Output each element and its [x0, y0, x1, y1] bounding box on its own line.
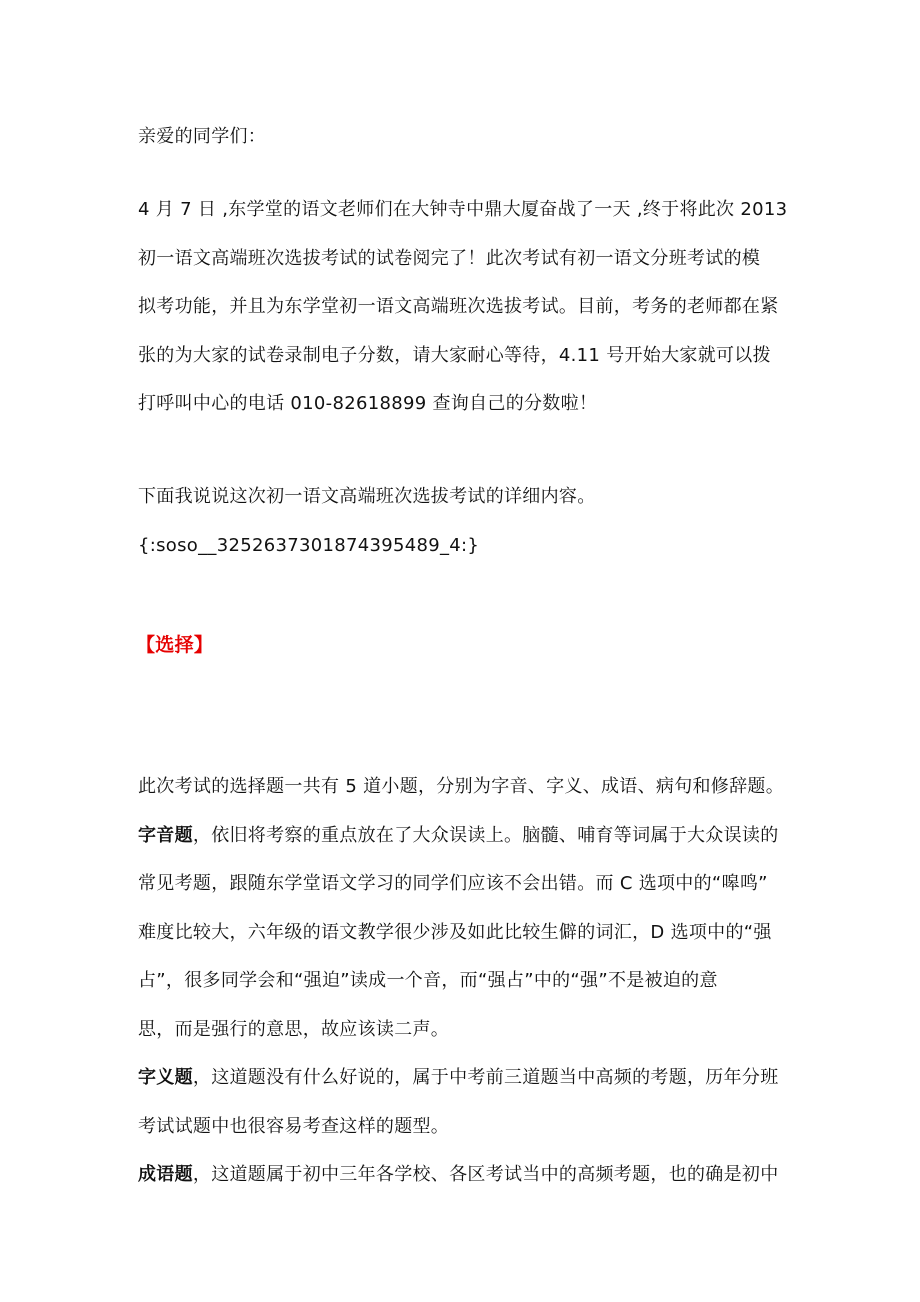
line-text: 占”，很多同学会和“强迫”读成一个音，而“强占”中的“强”不是被迫的意	[138, 970, 718, 991]
text-line	[138, 909, 798, 958]
text-line: 拟考功能，并且为东学堂初一语文高端班次选拔考试。目前，考务的老师都在紧	[138, 296, 779, 317]
line-text: 考试试题中也很容易考查这样的题型。	[138, 1115, 450, 1137]
placeholder-tag: {:soso__3252637301874395489_4:}	[138, 534, 480, 556]
bold-term: 字音题	[138, 824, 193, 846]
greeting: 亲爱的同学们：	[138, 126, 267, 147]
text-line: 4 月 7 日 ,东学堂的语文老师们在大钟寺中鼎大厦奋战了一天 ,终于将此次 2013	[138, 199, 788, 220]
text-line	[138, 1151, 798, 1200]
detail-paragraph	[138, 473, 798, 570]
line-text: ，依旧将考察的重点放在了大众误读上。脑髓、哺育等词属于大众误读的	[192, 824, 779, 846]
text-line	[138, 763, 798, 812]
text-line: 张的为大家的试卷录制电子分数，请大家耐心等待，4.11 号开始大家就可以拨	[138, 344, 771, 366]
line-text: 常见考题，跟随东学堂语文学习的同学们应该不会出错。而 C 选项中的“嗥鸣”	[138, 873, 768, 894]
text-line	[138, 812, 798, 861]
line-text: 此次考试的选择题一共有 5 道小题，分别为字音、字义、成语、病句和修辞题。	[138, 776, 784, 797]
text-line	[138, 1006, 798, 1055]
text-line: 初一语文高端班次选拔考试的试卷阅完了！此次考试有初一语文分班考试的模	[138, 247, 761, 269]
line-text: 思，而是强行的意思，故应该读二声。	[138, 1018, 450, 1040]
detail-intro: 下面我说说这次初一语文高端班次选拔考试的详细内容。	[138, 486, 596, 507]
line-text: ，这道题属于初中三年各学校、各区考试当中的高频考题，也的确是初中	[192, 1164, 779, 1185]
text-line	[138, 1103, 798, 1152]
body-paragraph	[138, 763, 798, 1200]
text-line	[138, 1054, 798, 1103]
section-heading: 【选择】	[136, 634, 214, 656]
text-line: 打呼叫中心的电话 010-82618899 查询自己的分数啦！	[138, 393, 598, 414]
line-text: 难度比较大，六年级的语文教学很少涉及如此比较生僻的词汇，D 选项中的“强	[138, 921, 772, 943]
bold-term: 字义题	[138, 1067, 193, 1088]
bold-term: 成语题	[138, 1164, 193, 1185]
text-line	[138, 860, 798, 909]
line-text: ，这道题没有什么好说的，属于中考前三道题当中高频的考题，历年分班	[192, 1067, 779, 1088]
text-line	[138, 957, 798, 1006]
intro-paragraph	[138, 186, 798, 429]
